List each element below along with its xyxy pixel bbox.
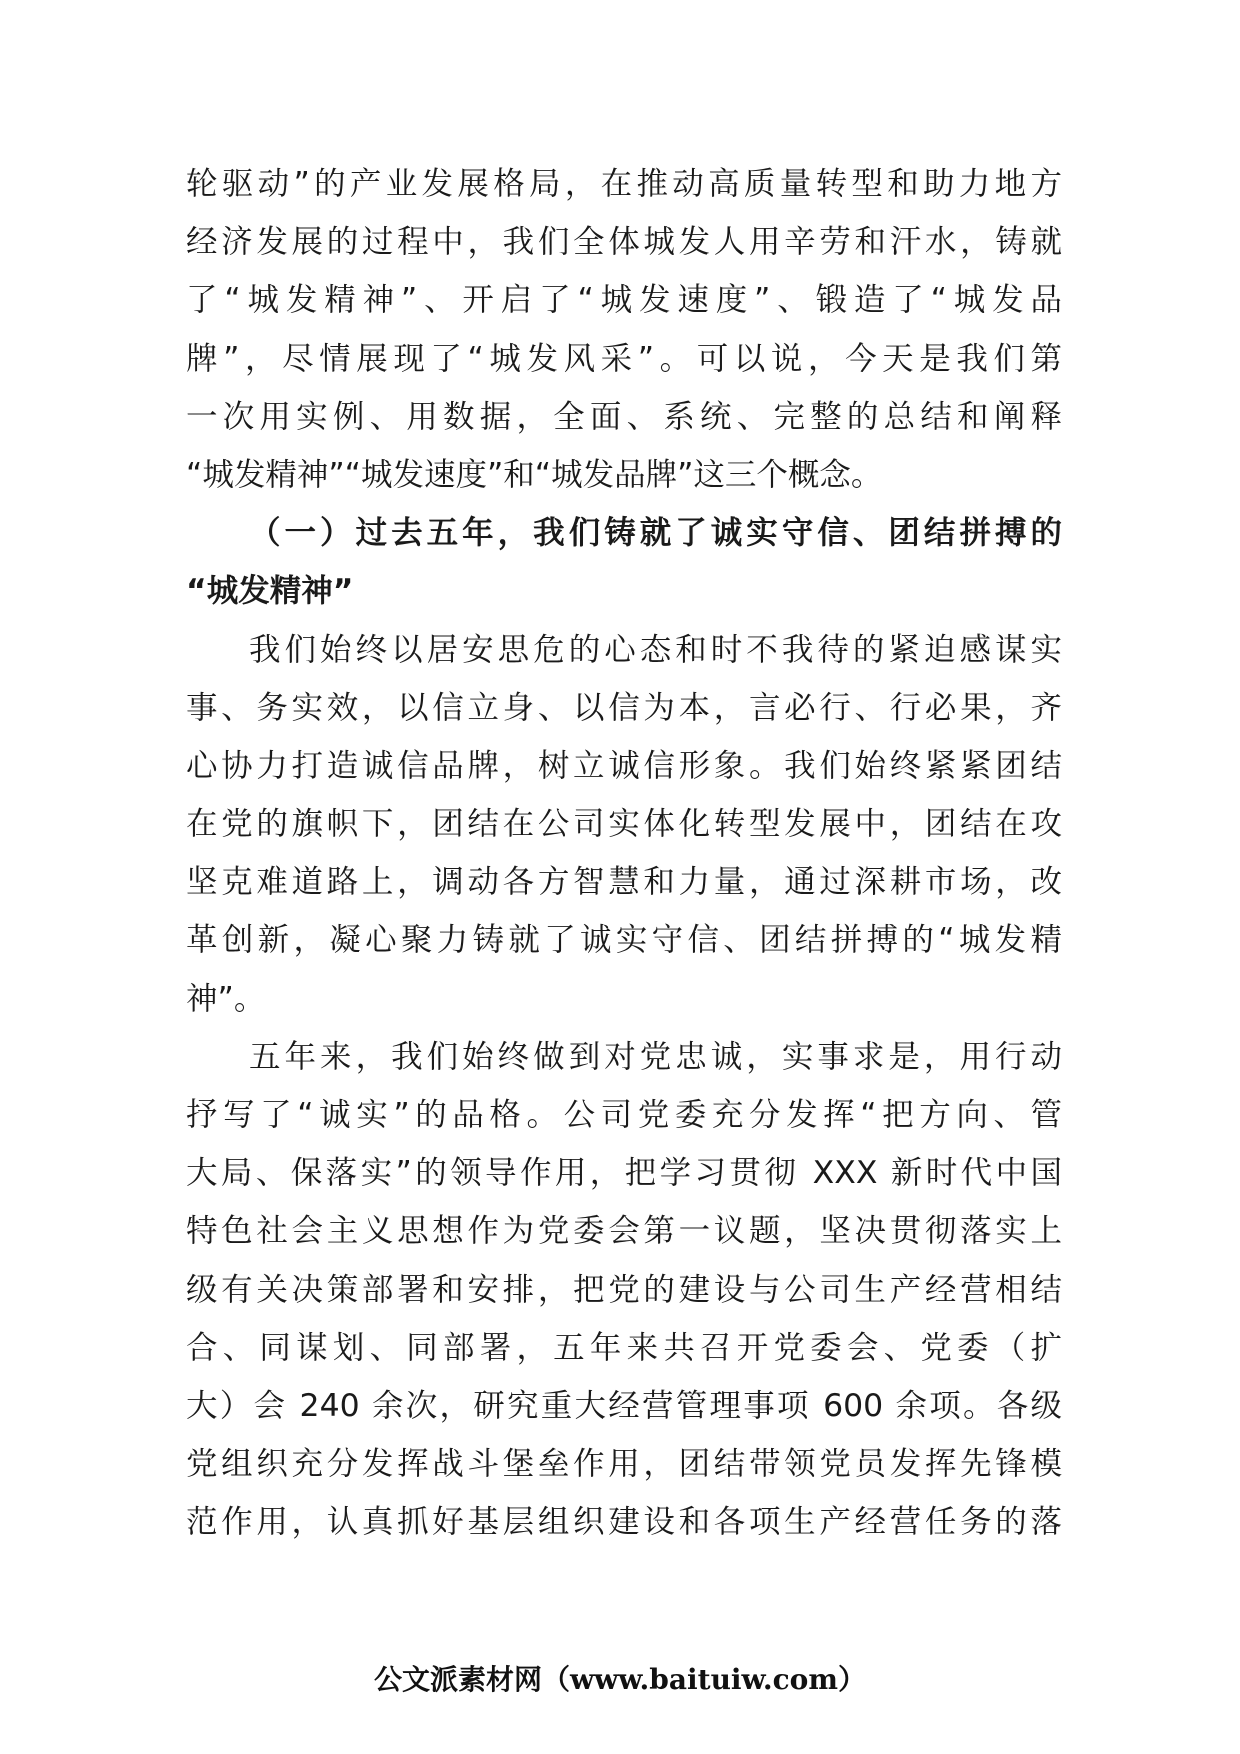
text-line: 神”。: [186, 980, 266, 1017]
text-line: 事、务实效，以信立身、以信为本，言必行、行必果，齐: [186, 689, 1062, 726]
text-line: 党组织充分发挥战斗堡垒作用，团结带领党员发挥先锋模: [186, 1446, 1062, 1483]
text-line: “城发精神”“城发速度”和“城发品牌”这三个概念。: [186, 456, 883, 493]
text-line: 级有关决策部署和安排，把党的建设与公司生产经营相结: [186, 1271, 1062, 1308]
footer-watermark: 公文派素材网（www.baituiw.com）: [374, 1663, 866, 1696]
body-text: [186, 155, 1062, 1552]
text-line: 范作用，认真抓好基层组织建设和各项生产经营任务的落: [186, 1504, 1062, 1541]
text-line: 五年来，我们始终做到对党忠诚，实事求是，用行动: [249, 1038, 1062, 1075]
text-line: 抒写了“诚实”的品格。公司党委充分发挥“把方向、管: [186, 1097, 1062, 1133]
text-line: 心协力打造诚信品牌，树立诚信形象。我们始终紧紧团结: [186, 747, 1062, 784]
text-line: 大局、保落实”的领导作用，把学习贯彻 XXX 新时代中国: [186, 1155, 1062, 1192]
text-line: 合、同谋划、同部署，五年来共召开党委会、党委（扩: [186, 1329, 1062, 1366]
text-line: 坚克难道路上，调动各方智慧和力量，通过深耕市场，改: [186, 864, 1062, 901]
text-line: 在党的旗帜下，团结在公司实体化转型发展中，团结在攻: [186, 806, 1062, 843]
text-line: 革创新，凝心聚力铸就了诚实守信、团结拼搏的“城发精: [186, 922, 1062, 959]
text-line: 牌”，尽情展现了“城发风采”。可以说，今天是我们第: [186, 340, 1062, 377]
text-line: 特色社会主义思想作为党委会第一议题，坚决贯彻落实上: [186, 1213, 1062, 1250]
text-line: 经济发展的过程中，我们全体城发人用辛劳和汗水，铸就: [186, 224, 1062, 261]
text-line: 了“城发精神”、开启了“城发速度”、锻造了“城发品: [186, 282, 1062, 319]
text-line: 轮驱动”的产业发展格局，在推动高质量转型和助力地方: [186, 166, 1062, 202]
section-heading-continued: “城发精神”: [186, 573, 354, 610]
text-line: 我们始终以居安思危的心态和时不我待的紧迫感谋实: [249, 631, 1062, 668]
section-heading: （一）过去五年，我们铸就了诚实守信、团结拼搏的: [249, 515, 1062, 552]
text-line: 大）会 240 余次，研究重大经营管理事项 600 余项。各级: [186, 1387, 1062, 1424]
text-line: 一次用实例、用数据，全面、系统、完整的总结和阐释: [186, 398, 1062, 435]
